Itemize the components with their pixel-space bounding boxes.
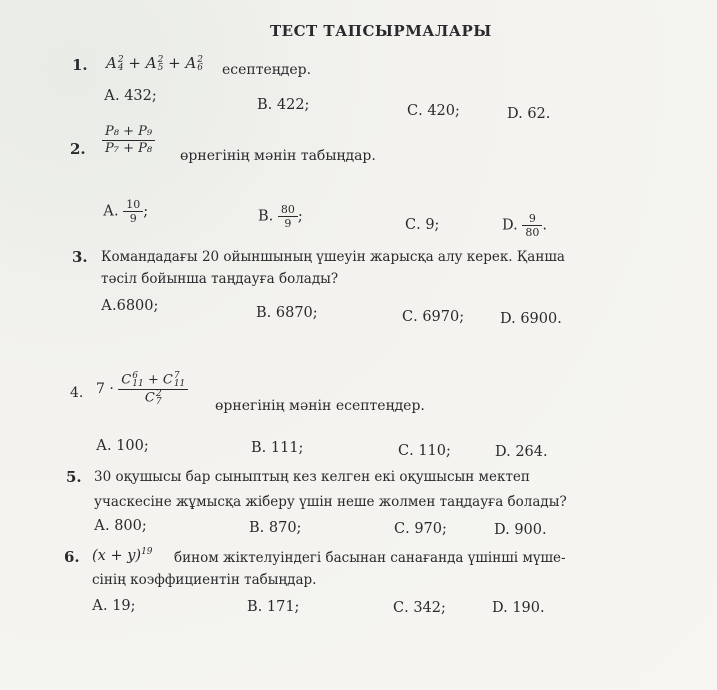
question-6-text-line2: сінің коэффициентін табыңдар.: [92, 572, 317, 588]
question-1-option-d: D. 62.: [507, 106, 551, 122]
question-5-option-a: А. 800;: [94, 518, 147, 534]
question-3-text-line2: тәсіл бойынша таңдауға болады?: [101, 271, 339, 287]
question-1-option-a: А. 432;: [104, 88, 157, 104]
question-2-option-d: D. $\frac{9}{80}$ .: [502, 212, 547, 239]
question-5-text-line2: учаскесіне жұмысқа жіберу үшін неше жолмен таңдауға болады?: [94, 494, 567, 510]
question-6-number: 6.: [64, 548, 80, 566]
question-3-option-d: D. 6900.: [500, 311, 562, 327]
question-6-text-line1: бином жіктелуіндегі басынан санағанда үшінші мүше-: [174, 550, 566, 566]
question-6-option-a: А. 19;: [92, 598, 136, 614]
question-6-option-d: D. 190.: [492, 600, 545, 616]
question-1-formula: A 2 4 + A 2 5 + A 2 6: [106, 54, 204, 73]
question-5-option-d: D. 900.: [494, 522, 547, 538]
question-1-option-b: В. 422;: [257, 97, 310, 113]
question-4-text: өрнегінің мәнін есептеңдер.: [215, 398, 425, 414]
question-6-option-b: В. 171;: [247, 599, 300, 615]
question-4-number: 4.: [70, 385, 84, 401]
question-1-option-c: С. 420;: [407, 103, 460, 119]
question-5-number: 5.: [66, 468, 82, 486]
question-6-formula: $(x + y)^{19}$: [92, 547, 153, 564]
question-3-option-a: А.6800;: [101, 298, 159, 314]
question-2-option-b: В. $\frac{80}{9}$ ;: [258, 203, 303, 230]
question-3-option-b: В. 6870;: [256, 305, 318, 321]
question-4-option-c: С. 110;: [398, 443, 451, 459]
question-4-option-a: А. 100;: [96, 438, 149, 454]
question-5-text-line1: 30 оқушысы бар сыныптың кез келген екі оқушысын мектеп: [94, 469, 530, 485]
question-5-option-b: В. 870;: [249, 520, 302, 536]
question-2-option-c: С. 9;: [405, 217, 440, 233]
page-title: ТЕСТ ТАПСЫРМАЛАРЫ: [270, 22, 492, 40]
question-4-formula: 7 · C 6 11 + C 7 11 C 2 7: [96, 372, 188, 406]
question-4-option-d: D. 264.: [495, 444, 548, 460]
question-5-option-c: С. 970;: [394, 521, 447, 537]
question-2-option-a: А. $\frac{10}{9}$ ;: [103, 198, 149, 225]
question-3-text-line1: Командадағы 20 ойыншының үшеуін жарысқа алу керек. Қанша: [101, 249, 565, 265]
question-6-option-c: С. 342;: [393, 600, 446, 616]
question-4-option-b: В. 111;: [251, 440, 304, 456]
question-3-number: 3.: [72, 248, 88, 266]
question-2-text: өрнегінің мәнін табыңдар.: [180, 148, 376, 164]
question-1-text: есептеңдер.: [222, 62, 312, 78]
question-2-formula: $\frac{\text{P₈ + P₉}}{\text{P₇ + P₈}}$: [102, 124, 155, 157]
question-2-number: 2.: [70, 140, 86, 158]
question-1-number: 1.: [72, 56, 88, 74]
question-3-option-c: С. 6970;: [402, 309, 465, 325]
